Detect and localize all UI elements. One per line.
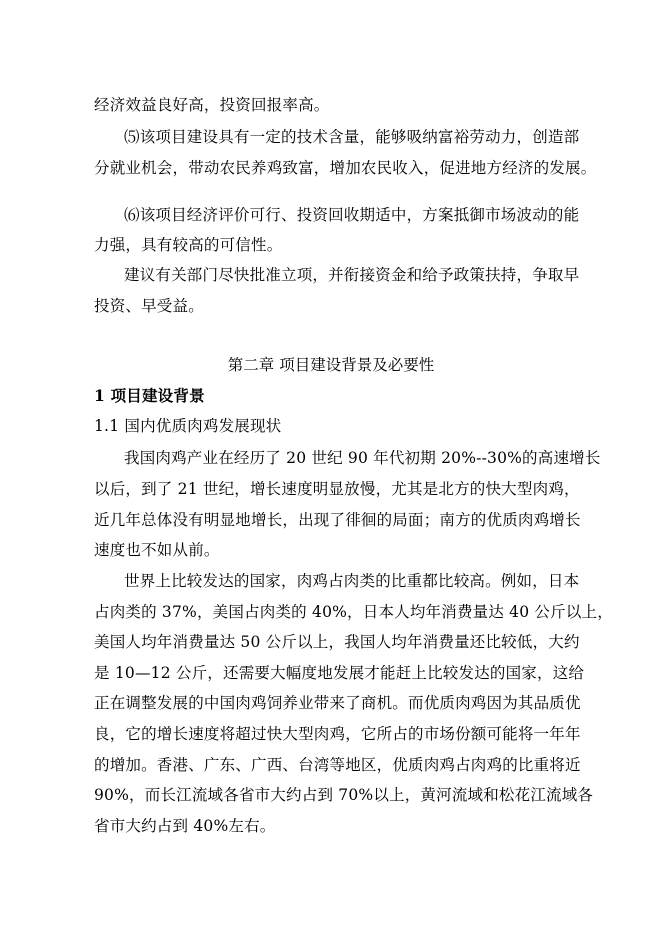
body-line: 占肉类的 37%，美国占肉类的 40%，日本人均年消费量达 40 公斤以上，	[94, 603, 613, 621]
paragraph-line: 力强，具有较高的可信性。	[94, 236, 283, 254]
body-line: 近几年总体没有明显地增长，出现了徘徊的局面；南方的优质肉鸡增长	[94, 511, 581, 529]
paragraph-line: 分就业机会，带动农民养鸡致富，增加农民收入，促进地方经济的发展。	[94, 159, 597, 177]
body-line: 90%，而长江流域各省市大约占到 70%以上，黄河流域和松花江流域各	[94, 786, 594, 804]
body-line: 正在调整发展的中国肉鸡饲养业带来了商机。而优质肉鸡因为其品质优	[94, 694, 581, 712]
section-heading: 1 项目建设背景	[94, 386, 205, 405]
body-line: 的增加。香港、广东、广西、台湾等地区，优质肉鸡占肉鸡的比重将近	[94, 756, 581, 774]
body-line: 省市大约占到 40%左右。	[94, 817, 276, 835]
body-line: 以后，到了 21 世纪，增长速度明显放慢，尤其是北方的快大型肉鸡，	[94, 480, 580, 498]
paragraph-line: ⑹该项目经济评价可行、投资回收期适中，方案抵御市场波动的能	[124, 206, 580, 224]
chapter-title: 第二章 项目建设背景及必要性	[227, 356, 435, 374]
paragraph-line: 建议有关部门尽快批准立项，并衔接资金和给予政策扶持，争取早	[124, 266, 580, 284]
body-line: 美国人均年消费量达 50 公斤以上，我国人均年消费量还比较低，大约	[94, 633, 580, 651]
paragraph-line: ⑸该项目建设具有一定的技术含量，能够吸纳富裕劳动力，创造部	[124, 128, 580, 146]
paragraph-line: 经济效益良好高，投资回报率高。	[94, 96, 330, 114]
body-line: 世界上比较发达的国家，肉鸡占肉类的比重都比较高。例如，日本	[124, 572, 580, 590]
body-line: 是 10—12 公斤，还需要大幅度地发展才能赶上比较发达的国家，这给	[94, 664, 585, 682]
body-line: 速度也不如从前。	[94, 541, 220, 559]
subsection-heading: 1.1 国内优质肉鸡发展现状	[94, 417, 282, 435]
body-line: 良，它的增长速度将超过快大型肉鸡，它所占的市场份额可能将一年年	[94, 725, 581, 743]
body-line: 我国肉鸡产业在经历了 20 世纪 90 年代初期 20%--30%的高速增长	[124, 449, 601, 467]
paragraph-line: 投资、早受益。	[94, 297, 204, 315]
